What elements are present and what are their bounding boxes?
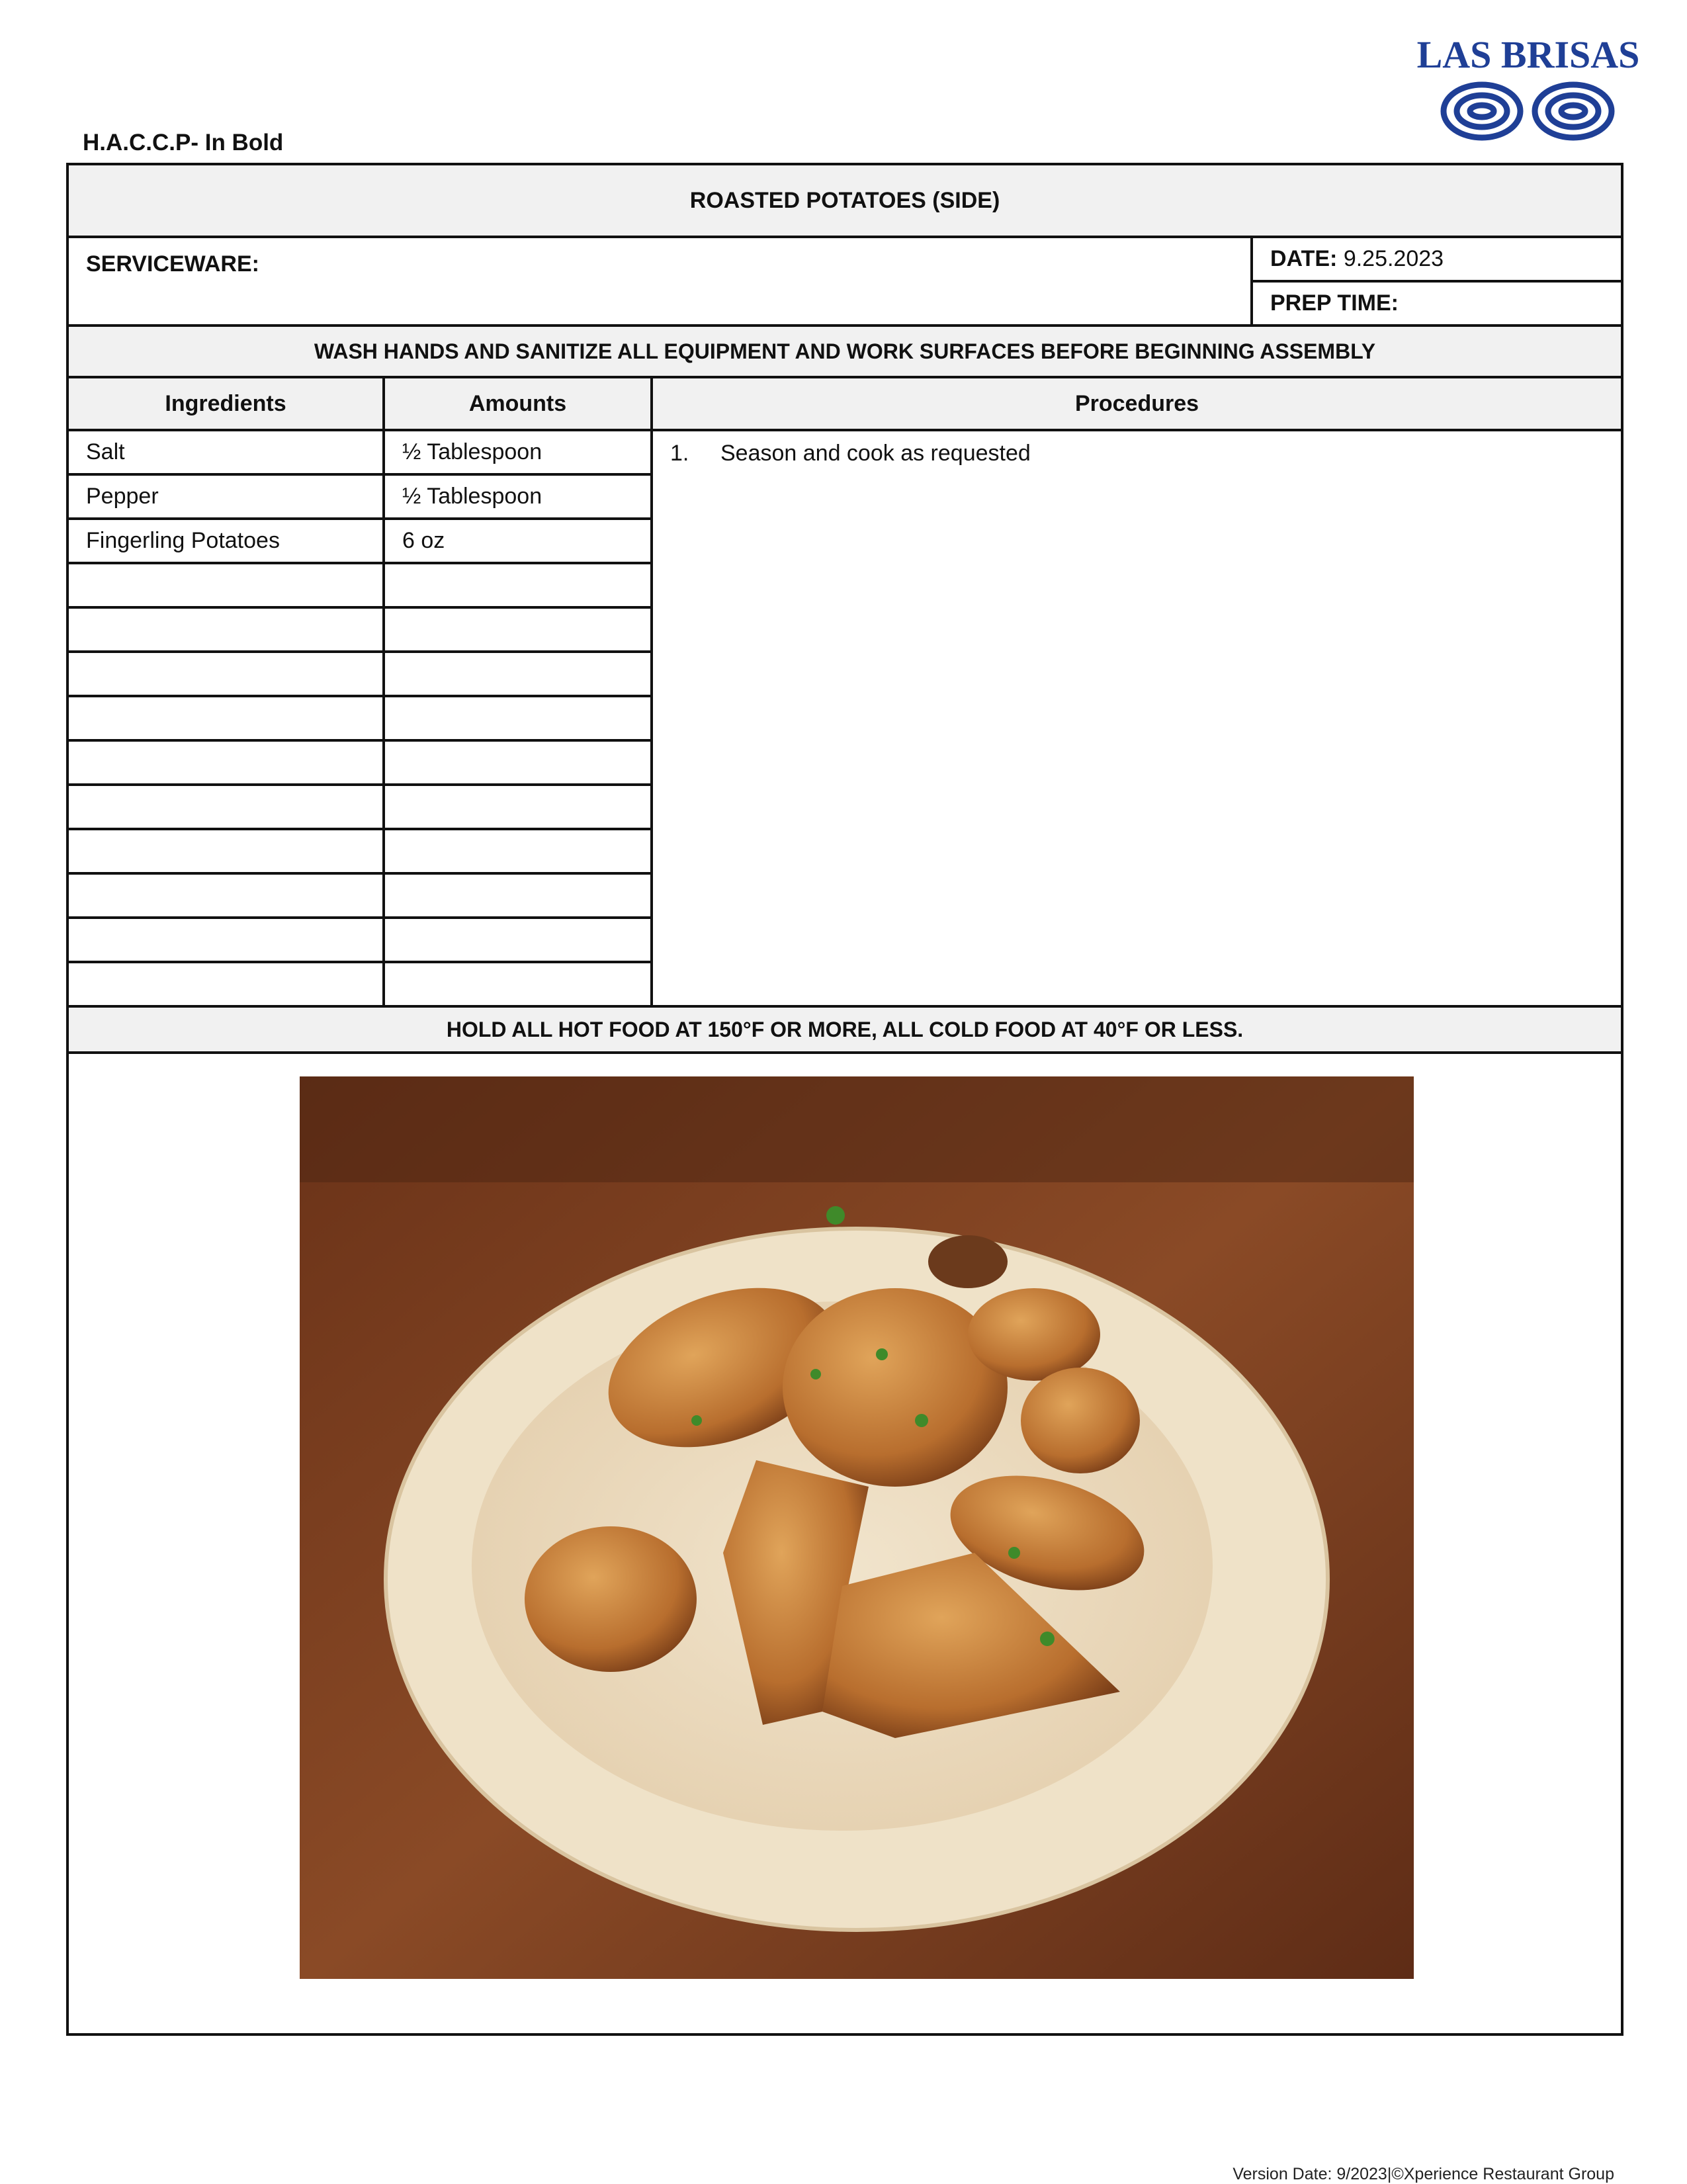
procedures-header: Procedures [652,377,1622,430]
ingredient-amount: 6 oz [384,519,652,563]
photo-cell [67,1053,1622,2034]
procedures-cell [652,430,1622,1006]
date-label: DATE: [1270,246,1338,271]
safety-note: WASH HANDS AND SANITIZE ALL EQUIPMENT AND WORK SURFACES BEFORE BEGINNING ASSEMBLY [67,326,1622,377]
ingredient-name [67,962,384,1006]
ingredient-amount: ½ Tablespoon [384,474,652,519]
date-cell [1252,237,1622,281]
ingredient-name [67,696,384,740]
date-value: 9.25.2023 [1343,246,1444,271]
ingredient-amount [384,563,652,607]
prep-time-label: PREP TIME: [1270,290,1399,316]
version-footer: Version Date: 9/2023|©Xperience Restaurant Group [1233,2165,1614,2183]
prep-time-cell [1252,281,1622,326]
ingredient-amount [384,873,652,918]
ingredient-amount [384,918,652,962]
ingredient-name [67,785,384,829]
ingredient-name [67,563,384,607]
ingredient-name: Fingerling Potatoes [67,519,384,563]
procedure-number: 1. [670,441,689,466]
ingredient-name [67,918,384,962]
ingredient-amount [384,652,652,696]
ingredient-amount [384,696,652,740]
ingredient-name [67,652,384,696]
ingredient-name [67,829,384,873]
las-brisas-logo [1416,26,1640,146]
ingredient-name [67,873,384,918]
ingredient-amount [384,607,652,652]
hold-temperature-note: HOLD ALL HOT FOOD AT 150°F OR MORE, ALL COLD FOOD AT 40°F OR LESS. [67,1006,1622,1053]
ingredient-name [67,740,384,785]
amounts-header: Amounts [384,377,652,430]
ingredients-header: Ingredients [67,377,384,430]
ingredient-amount [384,740,652,785]
roasted-potatoes-photo [300,1076,1414,1979]
haccp-note: H.A.C.C.P- In Bold [83,130,284,155]
recipe-title: ROASTED POTATOES (SIDE) [67,164,1622,237]
ingredient-amount: ½ Tablespoon [384,430,652,474]
recipe-sheet [66,163,1623,2036]
ingredient-name: Pepper [67,474,384,519]
procedure-step [670,441,1604,466]
ingredient-amount [384,962,652,1006]
serviceware-cell [67,237,1252,326]
ingredient-name: Salt [67,430,384,474]
ingredient-name [67,607,384,652]
ingredient-amount [384,829,652,873]
procedure-text: Season and cook as requested [720,441,1031,466]
serviceware-label: SERVICEWARE: [86,251,259,277]
ingredient-amount [384,785,652,829]
svg-text:LAS BRISAS: LAS BRISAS [1416,33,1640,76]
